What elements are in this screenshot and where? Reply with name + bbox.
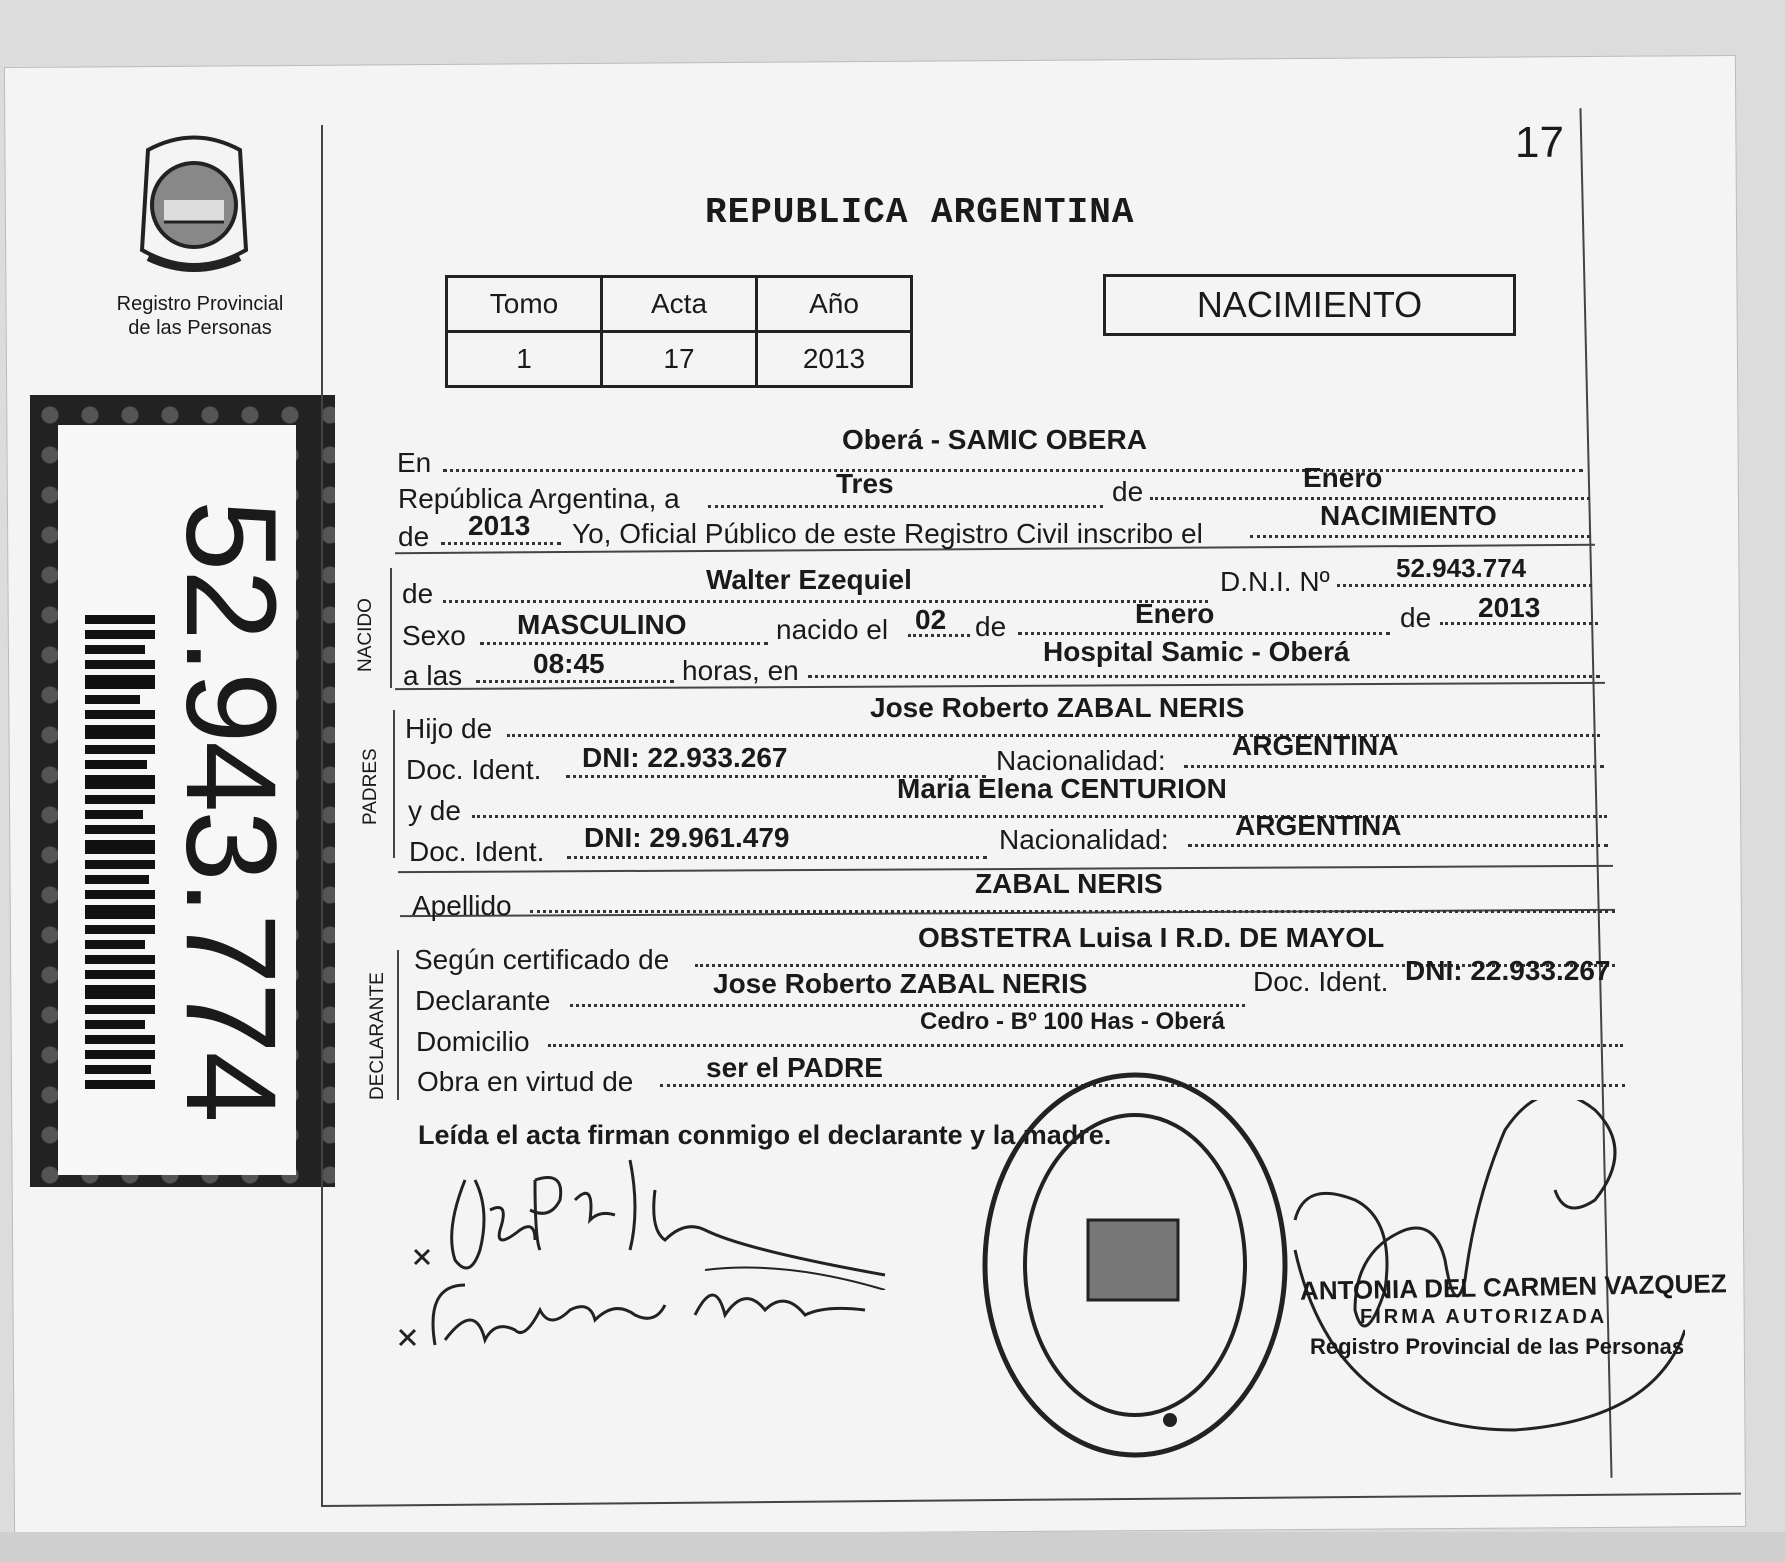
label-en: En [397, 447, 432, 478]
value-certificado: OBSTETRA Luisa I R.D. DE MAYOL [918, 922, 1385, 953]
label-obra-en-virtud: Obra en virtud de [417, 1066, 634, 1097]
value-madre-doc: DNI: 29.961.479 [584, 822, 790, 853]
label-de-2: de [398, 521, 430, 552]
dots-madre-nac [1188, 844, 1608, 847]
record-header-acta: Acta [602, 277, 757, 332]
record-table [445, 275, 913, 388]
label-doc-declarante: Doc. Ident. [1253, 966, 1389, 997]
dots-apellido [530, 910, 1615, 913]
section-label-padres: PADRES [360, 748, 381, 825]
label-doc-padre: Doc. Ident. [406, 754, 542, 785]
label-hijo-de: Hijo de [405, 713, 493, 744]
label-republica-a: República Argentina, a [398, 483, 680, 514]
dots-dni [1337, 584, 1592, 587]
dots-hora [476, 680, 674, 683]
section-label-nacido: NACIDO [355, 598, 376, 672]
signature-father-icon [405, 1140, 935, 1290]
dots-madre [472, 815, 1607, 818]
dots-padre [507, 734, 1600, 737]
official-stamp-name: ANTONIA DEL CARMEN VAZQUEZ [1299, 1268, 1727, 1306]
value-domicilio: Cedro - Bº 100 Has - Oberá [920, 1008, 1225, 1035]
padres-bracket [393, 710, 395, 858]
label-de-1: de [1112, 476, 1144, 507]
label-dni: D.N.I. Nº [1220, 566, 1330, 597]
province-seal-icon [128, 130, 260, 280]
value-declarante: Jose Roberto ZABAL NERIS [713, 968, 1088, 999]
registry-line-1: Registro Provincial [116, 293, 284, 315]
label-a-las: a las [403, 660, 463, 691]
label-yo-oficial: Yo, Oficial Público de este Registro Civil inscribo el [572, 518, 1203, 549]
page-number: 17 [1515, 118, 1564, 167]
record-value-acta: 17 [602, 332, 757, 387]
official-stamp-office: Registro Provincial de las Personas [1310, 1334, 1685, 1359]
value-padre: Jose Roberto ZABAL NERIS [870, 692, 1245, 723]
declarante-bracket [397, 950, 399, 1100]
value-anio: 2013 [468, 510, 531, 541]
value-padre-doc: DNI: 22.933.267 [582, 742, 788, 773]
official-stamp-role: FIRMA AUTORIZADA [1360, 1306, 1608, 1328]
record-value-tomo: 1 [447, 332, 602, 387]
round-stamp-icon [970, 1060, 1300, 1470]
dots-en [443, 469, 1583, 472]
value-lugar-nac: Hospital Samic - Oberá [1043, 636, 1350, 667]
registry-caption [100, 292, 300, 340]
label-y-de: y de [408, 795, 461, 826]
record-header-anio: Año [757, 277, 912, 332]
label-declarante: Declarante [415, 985, 551, 1016]
dots-domicilio [548, 1044, 1623, 1047]
barcode-number: 52.943.774 [159, 500, 302, 1121]
record-header-tomo: Tomo [447, 277, 602, 332]
dots-anio [441, 542, 561, 545]
value-obra-en-virtud: ser el PADRE [706, 1052, 883, 1083]
value-dni: 52.943.774 [1396, 553, 1527, 583]
dots-sexo [480, 642, 768, 645]
label-de-nombre: de [402, 578, 434, 609]
label-apellido: Apellido [412, 890, 512, 921]
label-horas-en: horas, en [682, 655, 799, 686]
dots-nac-mes [1018, 632, 1390, 635]
record-type-box: NACIMIENTO [1103, 274, 1516, 336]
record-value-anio: 2013 [757, 332, 912, 387]
signature-mother-icon [395, 1270, 915, 1380]
label-de-3: de [975, 611, 1007, 642]
dots-tipo [1250, 535, 1590, 538]
dots-nombre [443, 600, 1208, 603]
label-domicilio: Domicilio [416, 1026, 530, 1057]
label-de-4: de [1400, 602, 1432, 633]
nacido-bracket [390, 568, 392, 688]
left-frame-line [321, 125, 323, 1505]
dots-lugar-nac [808, 675, 1600, 678]
dots-dia [708, 505, 1103, 508]
dots-madre-doc [567, 856, 987, 859]
closing-statement: Leída el acta firman conmigo el declarante y la madre. [418, 1120, 1112, 1150]
label-nac-madre: Nacionalidad: [999, 824, 1169, 855]
value-nac-dia: 02 [915, 604, 947, 635]
label-sexo: Sexo [402, 620, 466, 651]
label-nacido-el: nacido el [776, 614, 889, 645]
registry-line-2: de las Personas [128, 317, 272, 339]
value-tipo-inscripcion: NACIMIENTO [1320, 500, 1497, 531]
value-nombre: Walter Ezequiel [706, 564, 912, 595]
value-nac-anio: 2013 [1478, 592, 1541, 623]
value-declarante-doc: DNI: 22.933.267 [1405, 955, 1611, 986]
dots-padre-nac [1184, 765, 1604, 768]
value-madre: Maria Elena CENTURION [897, 773, 1227, 804]
value-nac-mes: Enero [1135, 598, 1215, 629]
value-sexo: MASCULINO [517, 609, 687, 640]
value-madre-nac: ARGENTINA [1235, 810, 1402, 841]
section-label-declarante: DECLARANTE [367, 972, 388, 1100]
label-segun-cert: Según certificado de [414, 944, 670, 975]
value-dia-texto: Tres [836, 468, 894, 499]
value-hora: 08:45 [533, 648, 605, 679]
background-strip [0, 1532, 1785, 1562]
value-mes: Enero [1303, 462, 1383, 493]
value-padre-nac: ARGENTINA [1232, 730, 1399, 761]
label-nac-padre: Nacionalidad: [996, 745, 1166, 776]
document-title: REPUBLICA ARGENTINA [705, 192, 1135, 233]
value-apellido: ZABAL NERIS [975, 868, 1163, 899]
barcode-bars [85, 615, 165, 1085]
label-doc-madre: Doc. Ident. [409, 836, 545, 867]
value-lugar: Oberá - SAMIC OBERA [842, 424, 1147, 455]
dots-declarante [570, 1004, 1245, 1007]
